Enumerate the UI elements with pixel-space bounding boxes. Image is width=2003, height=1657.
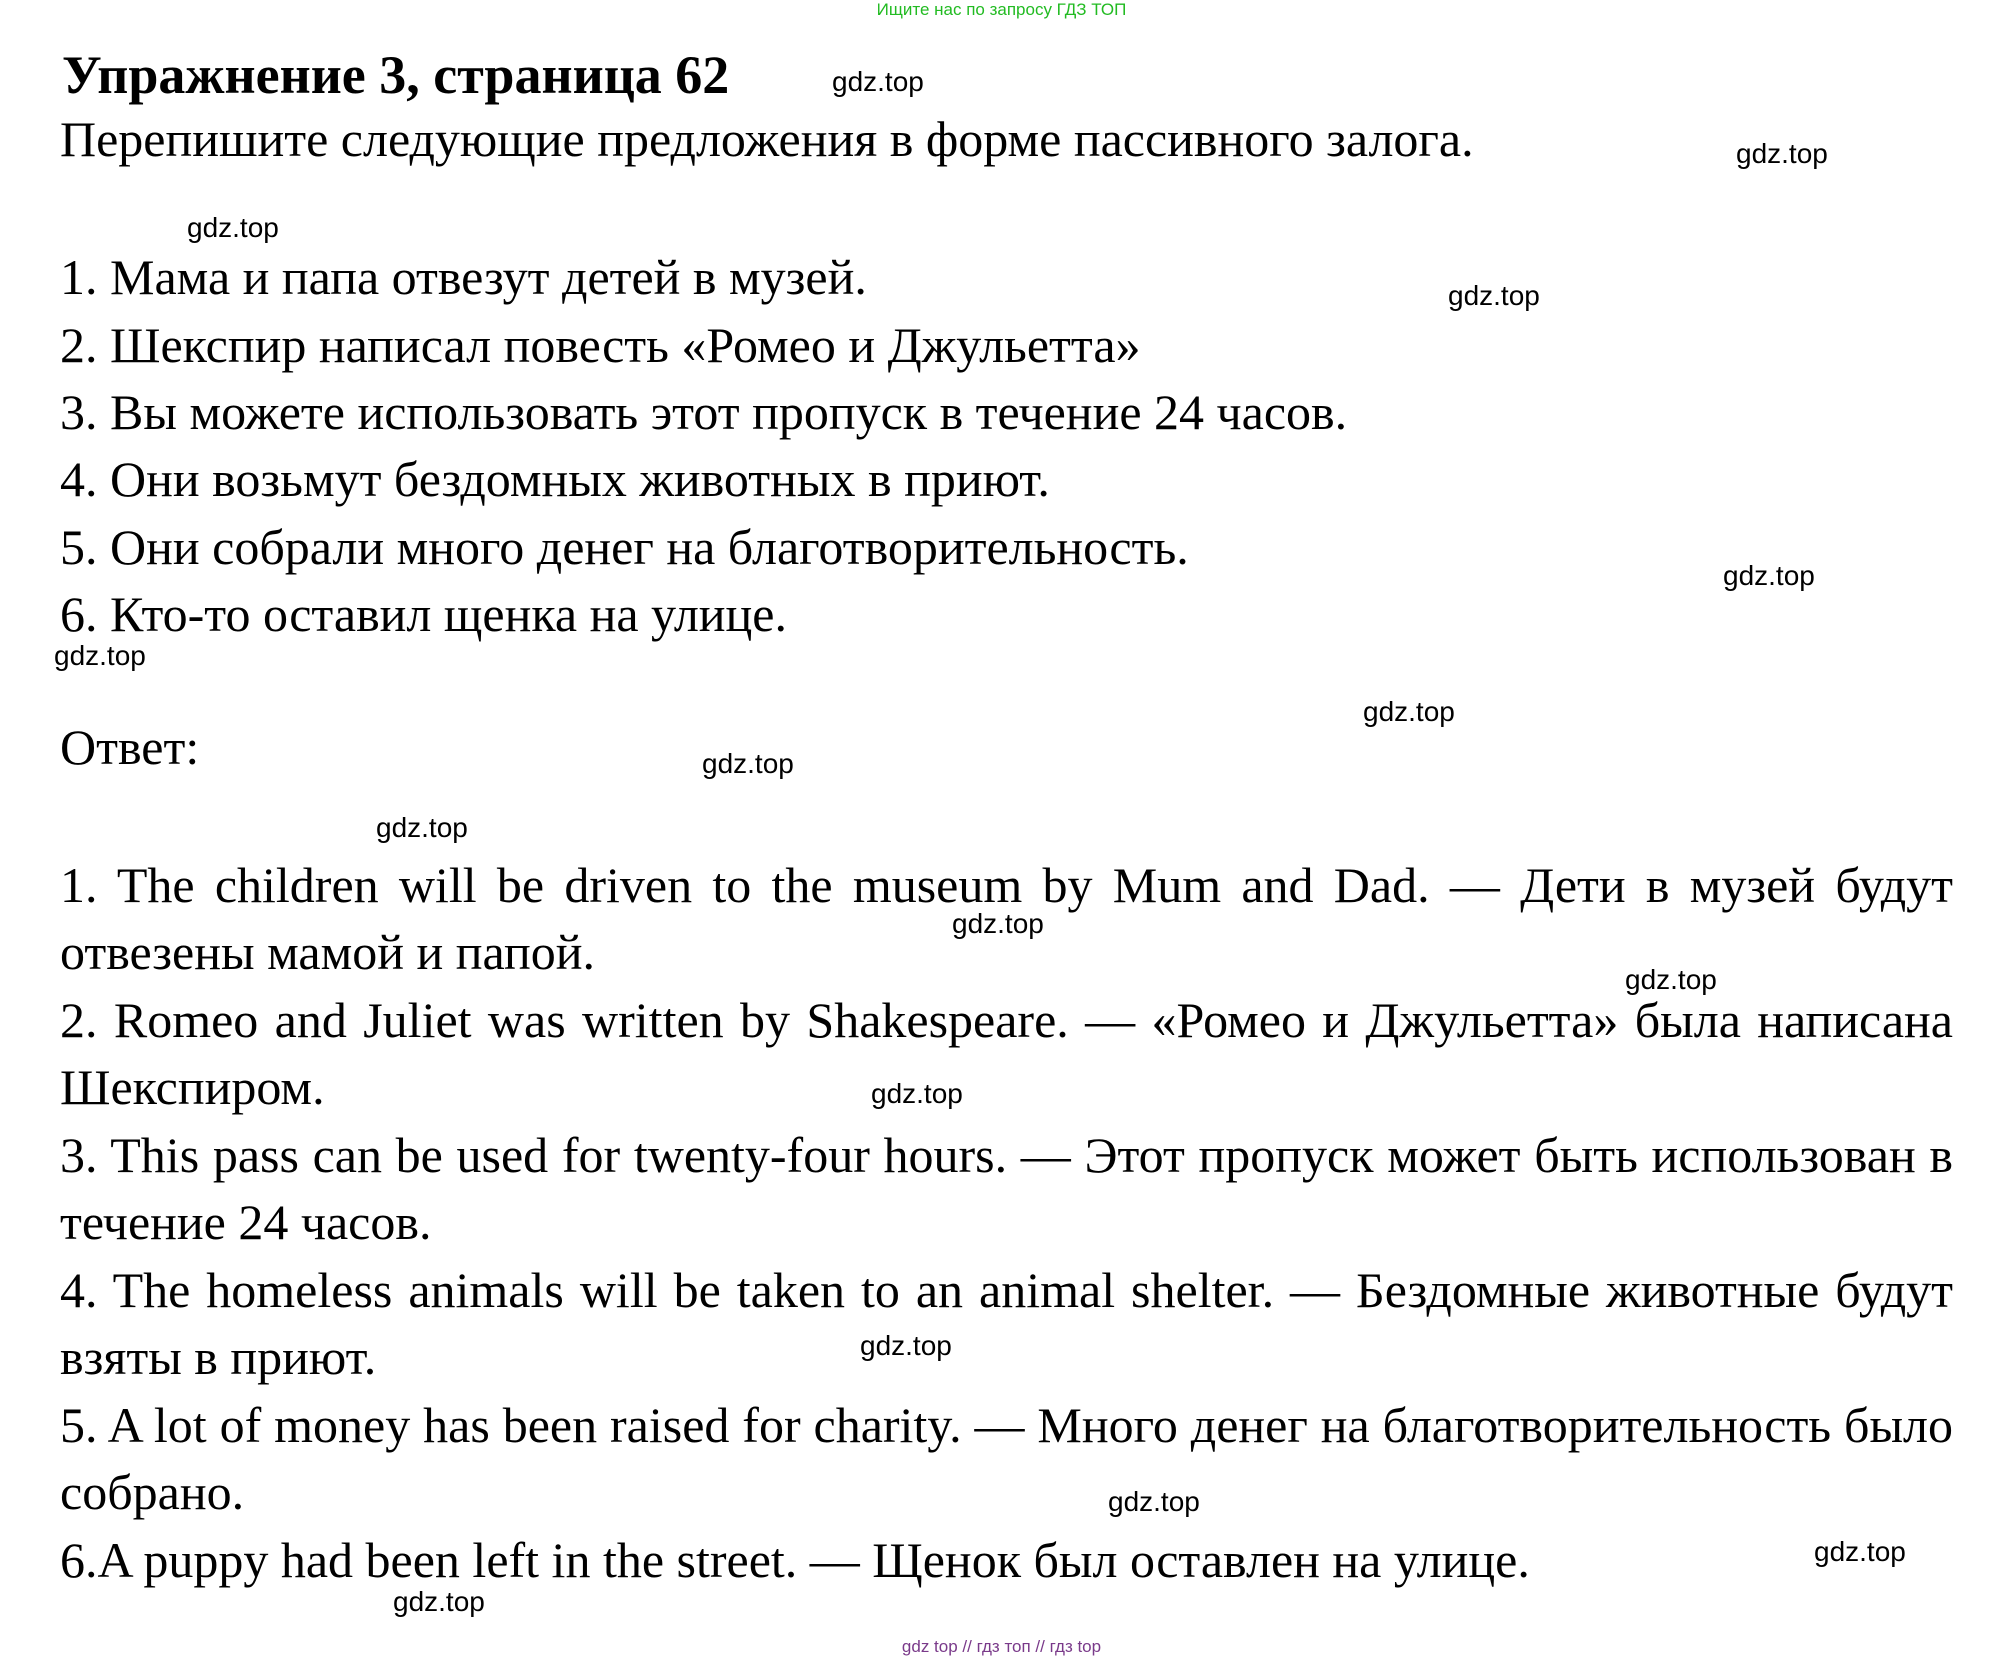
watermark: gdz.top [1625,964,1717,995]
watermark: gdz.top [393,1586,485,1617]
watermark: gdz.top [860,1330,952,1361]
watermark: gdz.top [1736,138,1828,169]
bottom-banner: gdz top // гдз топ // гдз top [901,1637,1102,1656]
answer-item: 1. The children will be driven to the museum by Mum and Dad. — Дети в музей будут отвезены мамой и папой. [60,857,1953,980]
watermark: gdz.top [702,748,794,779]
question-item: 3. Вы можете использовать этот пропуск в течение 24 часов. [60,384,1348,440]
answer-item: 5. A lot of money has been raised for charity. — Много денег на благотворительность было собрано. [60,1397,1953,1520]
question-item: 4. Они возьмут бездомных животных в приют. [60,451,1050,507]
top-banner: Ищите нас по запросу ГДЗ ТОП [876,0,1127,19]
watermark: gdz.top [832,66,924,97]
answer-item: 4. The homeless animals will be taken to an animal shelter. — Бездомные животные будут взяты в приют. [60,1262,1953,1385]
watermark: gdz.top [376,812,468,843]
watermark: gdz.top [54,640,146,671]
watermark: gdz.top [1363,696,1455,727]
answer-label: Ответ: [60,719,200,775]
question-item: 5. Они собрали много денег на благотворительность. [60,519,1189,575]
question-item: 1. Мама и папа отвезут детей в музей. [60,249,867,305]
question-item: 2. Шекспир написал повесть «Ромео и Джульетта» [60,317,1141,373]
page-title: Упражнение 3, страница 62 [62,45,730,105]
answer-item: 3. This pass can be used for twenty-four hours. — Этот пропуск может быть использован в течение 24 часов. [60,1127,1953,1250]
watermark: gdz.top [187,212,279,243]
answer-item: 6.A puppy had been left in the street. — Щенок был оставлен на улице. [60,1532,1530,1588]
watermark: gdz.top [952,908,1044,939]
question-item: 6. Кто-то оставил щенка на улице. [60,586,787,642]
answer-item: 2. Romeo and Juliet was written by Shakespeare. — «Ромео и Джульетта» была написана Шекспиром. [60,992,1953,1115]
task-instruction: Перепишите следующие предложения в форме пассивного залога. [60,111,1474,167]
watermark: gdz.top [1448,280,1540,311]
watermark: gdz.top [1814,1536,1906,1567]
watermark: gdz.top [1108,1486,1200,1517]
watermark: gdz.top [1723,560,1815,591]
watermark: gdz.top [871,1078,963,1109]
